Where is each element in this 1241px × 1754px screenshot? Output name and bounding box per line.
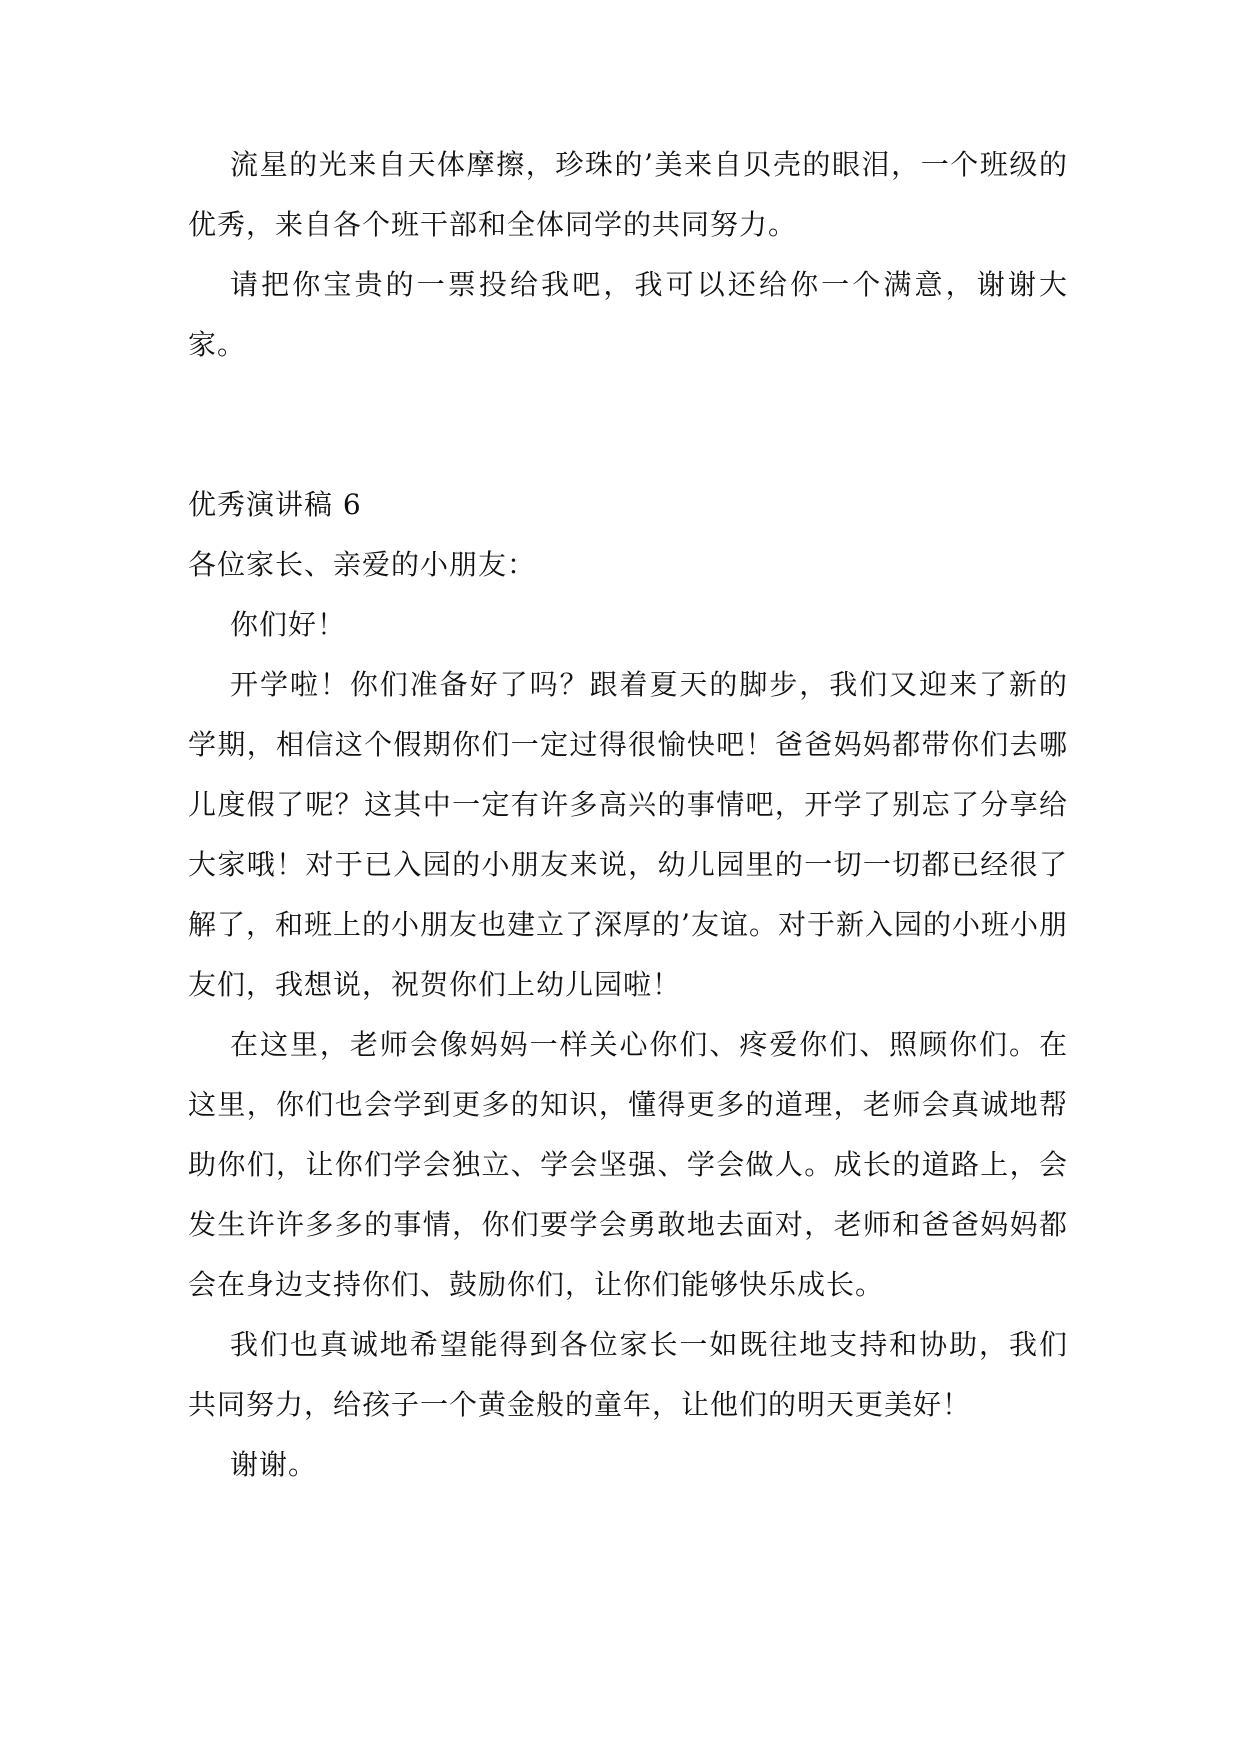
paragraph: 开学啦！你们准备好了吗？跟着夏天的脚步，我们又迎来了新的学期，相信这个假期你们一定过得很愉快吧！爸爸妈妈都带你们去哪儿度假了呢？这其中一定有许多高兴的事情吧，开学了别忘了分享给大家哦！对于已入园的小朋友来说，幼儿园里的一切一切都已经很了解了，和班上的小朋友也建立了深厚的’友谊。对于新入园的小班小朋友们，我想说，祝贺你们上幼儿园啦！	[188, 668, 1068, 1001]
paragraph: 我们也真诚地希望能得到各位家长一如既往地支持和协助，我们共同努力，给孩子一个黄金般的童年，让他们的明天更美好！	[188, 1328, 1068, 1421]
section-1	[188, 135, 1068, 375]
paragraph: 请把你宝贵的一票投给我吧，我可以还给你一个满意，谢谢大家。	[188, 268, 1068, 361]
section-title: 优秀演讲稿 6	[188, 488, 362, 521]
paragraph: 谢谢。	[230, 1448, 318, 1481]
paragraph: 流星的光来自天体摩擦，珍珠的’美来自贝壳的眼泪，一个班级的优秀，来自各个班干部和全体同学的共同努力。	[188, 148, 1068, 241]
paragraph: 在这里，老师会像妈妈一样关心你们、疼爱你们、照顾你们。在这里，你们也会学到更多的知识，懂得更多的道理，老师会真诚地帮助你们，让你们学会独立、学会坚强、学会做人。成长的道路上，会发生许许多多的事情，你们要学会勇敢地去面对，老师和爸爸妈妈都会在身边支持你们、鼓励你们，让你们能够快乐成长。	[188, 1028, 1068, 1301]
section-2	[188, 475, 1068, 1495]
salutation: 各位家长、亲爱的小朋友：	[188, 548, 537, 581]
paragraph: 你们好！	[230, 608, 347, 641]
